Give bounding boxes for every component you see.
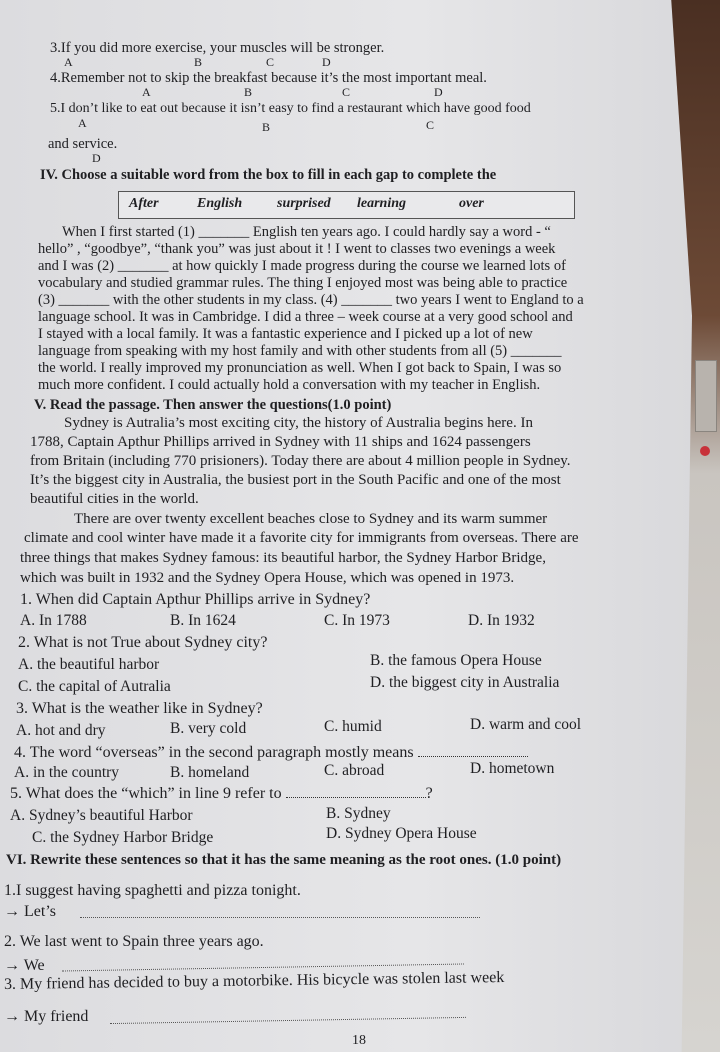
ex3-q4-letter-d: D <box>434 85 443 99</box>
ex3-q4: 4.Remember not to skip the breakfast because it’s the most important meal. <box>50 70 487 86</box>
red-sticker <box>700 446 710 456</box>
ex3-q4-letter-b: B <box>244 85 253 99</box>
ex5-q1-opt-c: C. In 1973 <box>324 612 390 629</box>
ex3-q3: 3.If you did more exercise, your muscles will be stronger. <box>50 40 385 56</box>
ex5-q2-opt-b: B. the famous Opera House <box>370 652 542 669</box>
ex4-text-line: I stayed with a local family. It was a fantastic experience and I picked up a lot of new <box>38 326 533 342</box>
ex5-q3: 3. What is the weather like in Sydney? <box>16 700 263 717</box>
ex5-q5-text: 5. What does the “which” in line 9 refer to <box>10 785 282 802</box>
ex3-q3-letter-c: C <box>266 55 275 69</box>
ex5-q5-opt-a: A. Sydney’s beautiful Harbor <box>10 807 193 824</box>
side-document-edge <box>695 360 717 432</box>
ex5-q4-opt-d: D. hometown <box>470 760 555 777</box>
ex6-s3: 3. My friend has decided to buy a motorbike. His bicycle was stolen last week <box>3 969 505 993</box>
ex3-q5-line2: and service. <box>48 136 118 152</box>
ex5-q5-blank <box>286 786 426 798</box>
ex3-q5-letter-a: A <box>78 116 87 130</box>
ex3-q4-letter-a: A <box>142 85 151 99</box>
ex5-para1-line: 1788, Captain Apthur Phillips arrived in Sydney with 11 ships and 1624 passengers <box>30 434 531 450</box>
ex5-q3-opt-d: D. warm and cool <box>470 716 582 733</box>
ex6-s2: 2. We last went to Spain three years ago. <box>4 933 264 950</box>
ex5-q1: 1. When did Captain Apthur Phillips arrive in Sydney? <box>20 591 371 608</box>
ex3-q3-letter-a: A <box>64 55 73 69</box>
ex6-s1-start: → Let’s <box>4 903 56 920</box>
ex5-para1-line: from Britain (including 770 prisioners). Today there are about 4 million people in Sydney. <box>30 453 571 469</box>
ex4-text-line: When I first started (1) _______ English ten years ago. I could hardly say a word - “ <box>62 224 551 240</box>
word-english: English <box>197 196 243 211</box>
ex5-q2-opt-c: C. the capital of Autralia <box>18 678 171 695</box>
ex4-text-line: language school. It was in Cambridge. I did a three – week course at a very good school and <box>38 309 573 325</box>
ex6-s1-answer-line[interactable] <box>80 917 480 918</box>
ex5-q4-opt-c: C. abroad <box>324 762 385 779</box>
ex4-text-line: language from speaking with my host family and with other students from all (5) _______ <box>38 343 562 359</box>
ex5-q5 <box>10 785 433 802</box>
ex5-q4-opt-a: A. in the country <box>14 764 120 781</box>
ex4-text-line: much more confident. I could actually hold a conversation with my teacher in English. <box>38 377 541 393</box>
word-after: After <box>129 196 159 211</box>
ex5-q2-opt-a: A. the beautiful harbor <box>18 656 160 673</box>
ex3-q3-letter-b: B <box>194 55 203 69</box>
ex3-q5-letter-d: D <box>92 151 101 165</box>
ex3-q5-letter-b: B <box>262 120 271 134</box>
ex5-q5-mark: ? <box>425 785 433 802</box>
ex5-q4-opt-b: B. homeland <box>170 764 250 781</box>
ex5-para1-line: It’s the biggest city in Australia, the busiest port in the South Pacific and one of the most <box>30 472 561 488</box>
ex5-para1-line: Sydney is Autralia’s most exciting city, the history of Australia begins here. In <box>64 415 533 431</box>
ex6-s1: 1.I suggest having spaghetti and pizza tonight. <box>4 882 301 899</box>
ex5-q1-opt-a: A. In 1788 <box>20 612 87 629</box>
ex5-heading: V. Read the passage. Then answer the questions(1.0 point) <box>34 397 392 413</box>
ex5-q2: 2. What is not True about Sydney city? <box>18 634 268 651</box>
ex3-q3-letter-d: D <box>322 55 331 69</box>
ex6-s2-start: → We <box>4 957 45 974</box>
word-learning: learning <box>357 196 407 211</box>
ex5-q4 <box>14 744 528 761</box>
ex5-q1-opt-d: D. In 1932 <box>468 612 535 629</box>
ex5-q4-blank <box>418 745 528 757</box>
word-box <box>118 191 575 219</box>
ex4-heading: IV. Choose a suitable word from the box to fill in each gap to complete the <box>40 167 497 183</box>
ex5-para2-line: There are over twenty excellent beaches close to Sydney and its warm summer <box>74 511 548 527</box>
ex4-text-line: and I was (2) _______ at how quickly I made progress during the course we learned lots of <box>38 258 566 274</box>
ex3-q5-letter-c: C <box>426 118 435 132</box>
ex5-q3-opt-c: C. humid <box>324 718 382 735</box>
ex6-heading: VI. Rewrite these sentences so that it has the same meaning as the root ones. (1.0 point) <box>6 852 562 868</box>
ex5-para2-line: climate and cool winter have made it a favorite city for immigrants from overseas. There are <box>24 530 579 546</box>
ex5-q4-text: 4. The word “overseas” in the second paragraph mostly means <box>14 744 414 761</box>
ex4-text-line: vocabulary and studied grammar rules. The thing I enjoyed most was being able to practice <box>38 275 568 291</box>
ex5-para1-line: beautiful cities in the world. <box>30 491 199 507</box>
word-over: over <box>459 196 484 211</box>
word-surprised: surprised <box>277 196 331 211</box>
ex5-q5-opt-b: B. Sydney <box>326 805 391 822</box>
ex5-q3-opt-b: B. very cold <box>170 720 247 737</box>
ex5-para2-line: which was built in 1932 and the Sydney Opera House, which was opened in 1973. <box>20 570 515 586</box>
page-number: 18 <box>352 1033 366 1048</box>
ex5-q3-opt-a: A. hot and dry <box>16 722 106 739</box>
ex4-text-line: (3) _______ with the other students in my class. (4) _______ two years I went to England to a <box>38 292 584 308</box>
ex4-text-line: hello” , “goodbye”, “thank you” was just about it ! I went to classes two evenings a week <box>38 241 556 257</box>
ex3-q4-letter-c: C <box>342 85 351 99</box>
ex4-text-line: the world. I really improved my pronunciation as well. When I got back to Spain, I was so <box>38 360 562 376</box>
ex5-q2-opt-d: D. the biggest city in Australia <box>370 674 560 691</box>
ex5-q5-opt-d: D. Sydney Opera House <box>326 825 477 842</box>
ex3-q5-line1: 5.I don’t like to eat out because it isn’t easy to find a restaurant which have good food <box>50 101 531 116</box>
ex5-q5-opt-c: C. the Sydney Harbor Bridge <box>32 829 214 846</box>
ex5-para2-line: three things that makes Sydney famous: its beautiful harbor, the Sydney Harbor Bridge, <box>20 550 546 566</box>
ex5-q1-opt-b: B. In 1624 <box>170 612 236 629</box>
ex6-s3-start: → My friend <box>4 1008 89 1025</box>
